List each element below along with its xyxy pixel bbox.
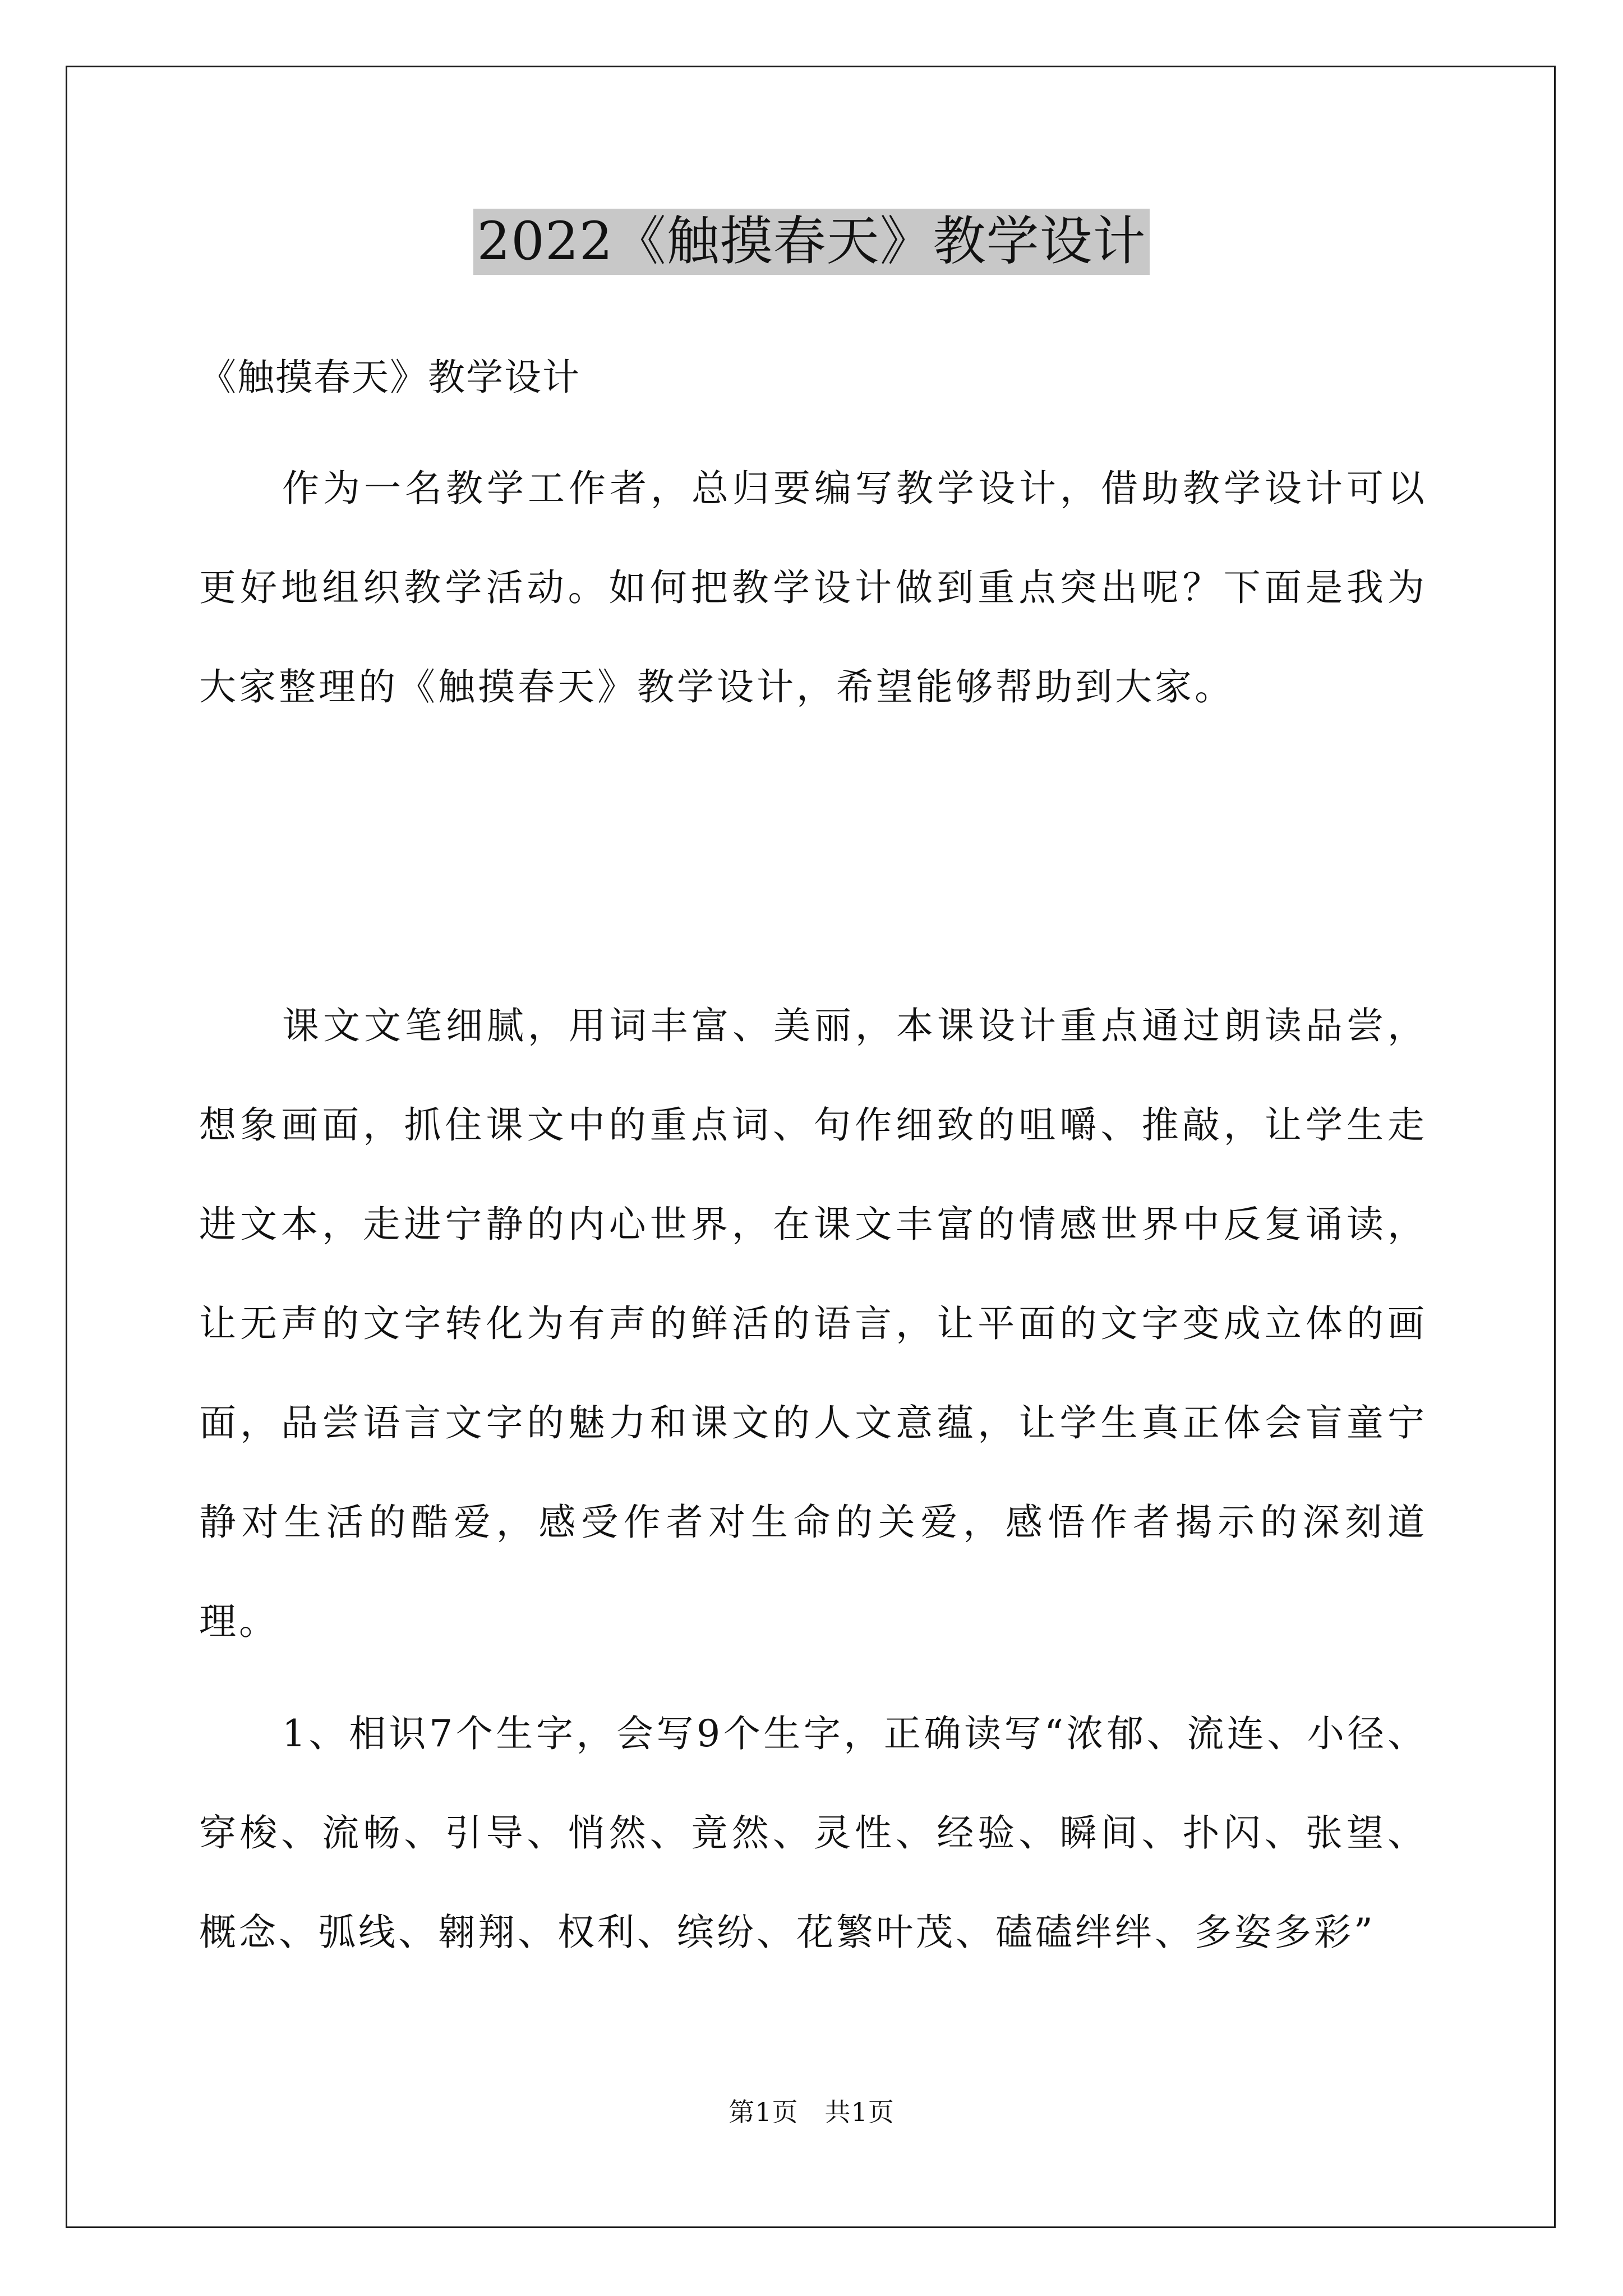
document-title: 2022《触摸春天》教学设计 — [473, 209, 1149, 275]
intro-paragraph: 作为一名教学工作者，总归要编写教学设计，借助教学设计可以更好地组织教学活动。如何把教学设计做到重点突出呢？下面是我为大家整理的《触摸春天》教学设计，希望能够帮助到大家。 — [199, 467, 1427, 708]
body-paragraph: 课文文笔细腻，用词丰富、美丽，本课设计重点通过朗读品尝，想象画面，抓住课文中的重点词、句作细致的咀嚼、推敲，让学生走进文本，走进宁静的内心世界，在课文丰富的情感世界中反复诵读，让无声的文字转化为有声的鲜活的语言，让平面的文字变成立体的画面，品尝语言文字的魅力和课文的人文意蕴，让学生真正体会盲童宁静对生活的酷爱，感受作者对生命的关爱，感悟作者揭示的深刻道理。 — [199, 1004, 1427, 1643]
page-footer: 第1页 共1页 — [728, 2097, 895, 2127]
title-container — [0, 209, 1623, 275]
objective-paragraph: 1、相识7个生字，会写9个生字，正确读写“浓郁、流连、小径、穿梭、流畅、引导、悄然、竟然、灵性、经验、瞬间、扑闪、张望、概念、弧线、翱翔、权利、缤纷、花繁叶茂、磕磕绊绊、多姿多彩” — [199, 1712, 1427, 1954]
document-subtitle: 《触摸春天》教学设计 — [199, 356, 580, 399]
